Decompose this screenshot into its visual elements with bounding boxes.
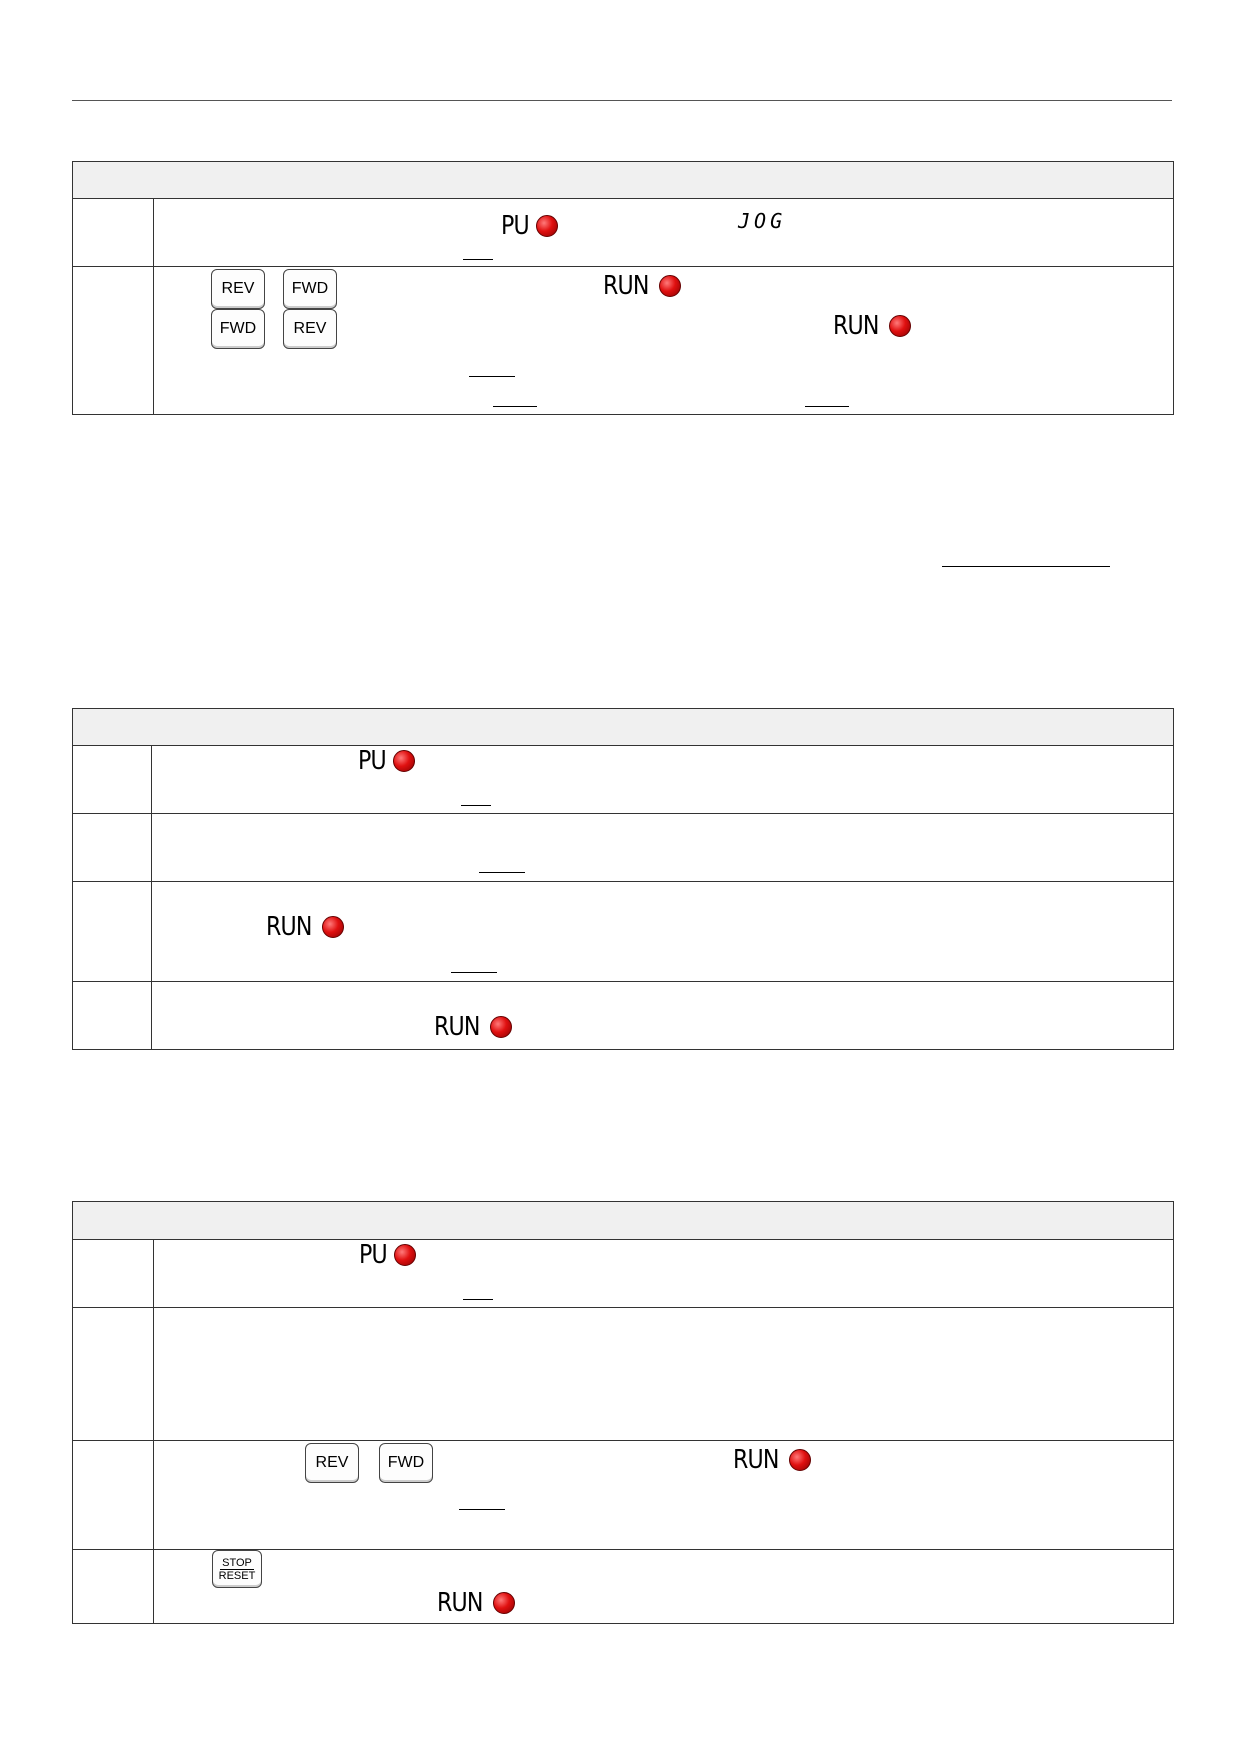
table-row <box>73 1240 1173 1308</box>
underline-mark <box>461 805 491 806</box>
run-lamp-icon <box>889 315 911 337</box>
run-label: RUN <box>437 1588 483 1618</box>
run-lamp-icon <box>490 1016 512 1038</box>
table-header <box>73 709 1173 746</box>
rev-key[interactable] <box>211 269 265 309</box>
fwd-key[interactable] <box>283 269 337 309</box>
table-row <box>73 199 1173 267</box>
run-label: RUN <box>733 1445 779 1475</box>
table-row <box>73 746 1173 814</box>
procedure-table-3 <box>72 1201 1174 1624</box>
pu-indicator <box>501 213 558 239</box>
pu-label: PU <box>359 1240 387 1270</box>
run-lamp-icon <box>789 1449 811 1471</box>
run-indicator <box>437 1590 515 1616</box>
pu-indicator <box>358 748 415 774</box>
pu-lamp-icon <box>394 1244 416 1266</box>
run-label: RUN <box>266 912 312 942</box>
underline-mark <box>463 1299 493 1300</box>
underline-mark <box>463 259 493 260</box>
pu-lamp-icon <box>393 750 415 772</box>
reset-label: RESET <box>218 1569 256 1582</box>
run-indicator <box>733 1447 811 1473</box>
underline-mark <box>469 376 515 377</box>
rev-key[interactable] <box>305 1443 359 1483</box>
stop-label: STOP <box>222 1556 252 1569</box>
run-label: RUN <box>434 1012 480 1042</box>
rev-key[interactable] <box>283 309 337 349</box>
table-row <box>73 1550 1173 1625</box>
stop-reset-key[interactable] <box>212 1550 262 1588</box>
pu-indicator <box>359 1242 416 1268</box>
run-lamp-icon <box>659 275 681 297</box>
rev-key-label: REV <box>315 1454 349 1471</box>
pu-label: PU <box>358 746 386 776</box>
rev-key-label: REV <box>221 280 255 297</box>
underline-mark <box>942 566 1110 567</box>
fwd-key-label: FWD <box>387 1454 425 1471</box>
rev-key-label: REV <box>293 320 327 337</box>
fwd-key[interactable] <box>211 309 265 349</box>
run-indicator <box>266 914 344 940</box>
table-row <box>73 982 1173 1055</box>
run-indicator <box>434 1014 512 1040</box>
run-label: RUN <box>833 311 879 341</box>
table-row <box>73 1308 1173 1441</box>
run-lamp-icon <box>493 1592 515 1614</box>
table-row <box>73 814 1173 882</box>
page-header-rule <box>72 100 1172 101</box>
fwd-key-label: FWD <box>219 320 257 337</box>
procedure-table-1 <box>72 161 1174 415</box>
pu-label: PU <box>501 211 529 241</box>
underline-mark <box>805 406 849 407</box>
run-indicator <box>833 313 911 339</box>
table-row <box>73 267 1173 415</box>
run-lamp-icon <box>322 916 344 938</box>
pu-lamp-icon <box>536 215 558 237</box>
table-row <box>73 1441 1173 1550</box>
fwd-key[interactable] <box>379 1443 433 1483</box>
table-header <box>73 1202 1173 1240</box>
run-indicator <box>603 273 681 299</box>
underline-mark <box>459 1509 505 1510</box>
fwd-key-label: FWD <box>291 280 329 297</box>
table-row <box>73 882 1173 982</box>
underline-mark <box>451 972 497 973</box>
underline-mark <box>493 406 537 407</box>
procedure-table-2 <box>72 708 1174 1050</box>
underline-mark <box>479 872 525 873</box>
run-label: RUN <box>603 271 649 301</box>
jog-display: JOG <box>738 209 787 233</box>
table-header <box>73 162 1173 199</box>
